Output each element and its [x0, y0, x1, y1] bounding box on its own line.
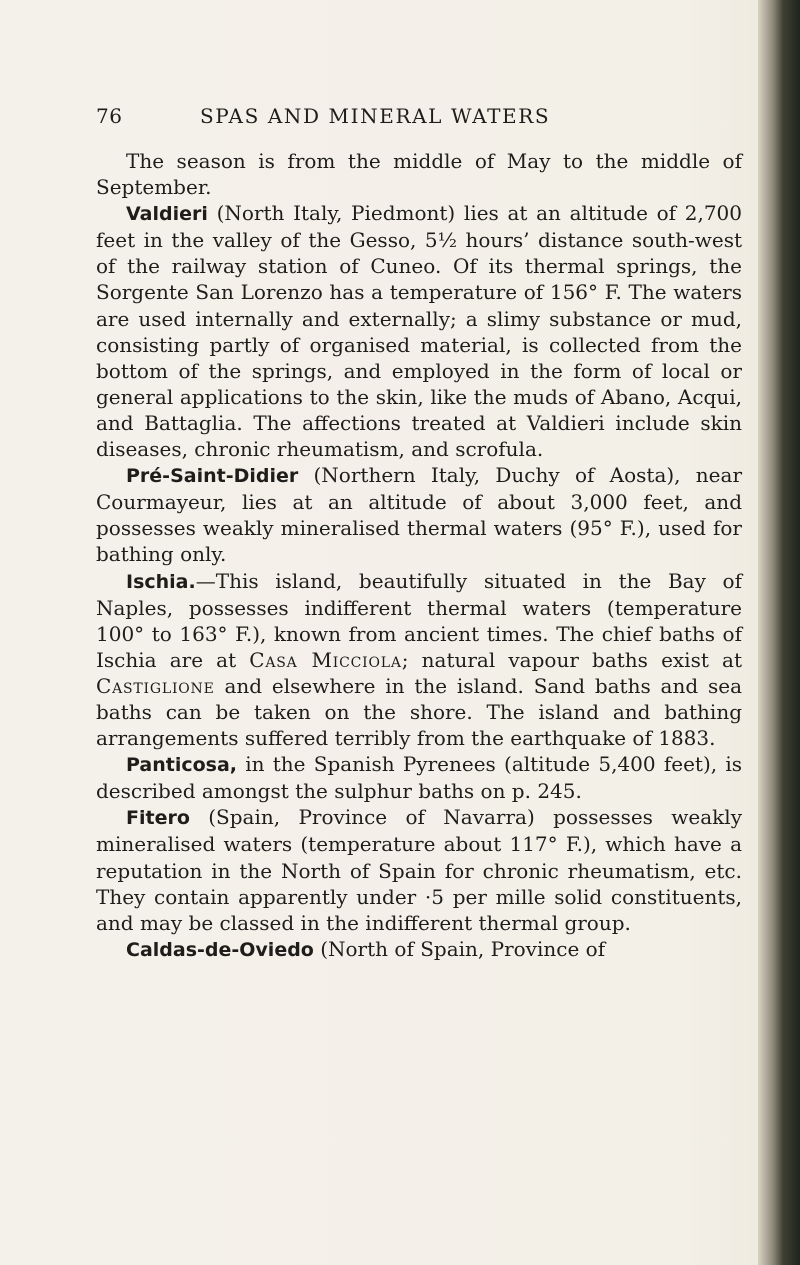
paragraph-text: (North of Spain, Province of	[313, 936, 606, 961]
paragraph-caldas-de-oviedo	[96, 936, 742, 963]
place-name: Casa Micciola	[249, 647, 402, 672]
paragraph-text: (North Italy, Piedmont) lies at an altitude of 2,700 feet in the valley of the Gesso, 5½ hours’ distance south-west of the railway station of Cuneo. Of its thermal springs, the Sorgente San Lorenzo has a temperature of 156° F. The waters are used internally and externally; a slimy substance or mud, consisting partly of organised material, is collected from the bottom of the springs, and employed in the form of local or general applications to the skin, like the muds of Abano, Acqui, and Battaglia. The affections treated at Valdieri include skin diseases, chronic rheumatism, and scrofula.	[96, 201, 742, 462]
running-head: SPAS AND MINERAL WATERS	[200, 104, 551, 128]
paragraph-text: (Northern Italy, Duchy of Aosta), near Courmayeur, lies at an altitude of about 3,000 feet, and possesses weakly mineralised thermal waters (95° F.), used for bathing only.	[96, 463, 742, 567]
paragraph-panticosa	[96, 751, 742, 804]
paragraph-text: (Spain, Province of Navarra) possesses weakly mineralised waters (temperature about 117° F.), which have a reputation in the North of Spain for chronic rheumatism, etc. They contain apparently under ·5 per mille solid constituents, and may be classed in the indifferent thermal group.	[96, 805, 742, 935]
paragraph-text: —This island, beautifully situated in the Bay of Naples, possesses indifferent thermal waters (temperature 100° to 163° F.), known from ancient times. The chief baths of Ischia are at	[96, 568, 742, 672]
book-spine-shadow	[758, 0, 800, 1265]
page-header	[96, 104, 746, 132]
paragraph-season	[96, 148, 742, 200]
paragraph-text: and elsewhere in the island. Sand baths and sea baths can be taken on the shore. The island and bathing arrangements suffered terribly from the earthquake of 1883.	[96, 673, 742, 751]
paragraph-fitero	[96, 804, 742, 935]
page-number: 76	[96, 104, 123, 128]
paragraph-text: ; natural vapour baths exist at	[401, 647, 742, 672]
paragraph-ischia	[96, 568, 742, 752]
entry-heading: Panticosa,	[126, 754, 238, 777]
entry-heading: Pré-Saint-Didier	[126, 465, 299, 488]
paragraph-text: The season is from the middle of May to the middle of September.	[96, 149, 742, 200]
place-name: Castiglione	[96, 673, 215, 698]
entry-heading: Caldas-de-Oviedo	[126, 938, 314, 961]
body-text	[96, 148, 742, 963]
paragraph-pre-saint-didier	[96, 462, 742, 567]
entry-heading: Fitero	[126, 807, 190, 830]
entry-heading: Valdieri	[126, 203, 208, 226]
paragraph-text: in the Spanish Pyrenees (altitude 5,400 feet), is described amongst the sulphur baths on p. 245.	[96, 752, 742, 804]
entry-heading: Ischia.	[126, 570, 196, 593]
paragraph-valdieri	[96, 200, 742, 462]
